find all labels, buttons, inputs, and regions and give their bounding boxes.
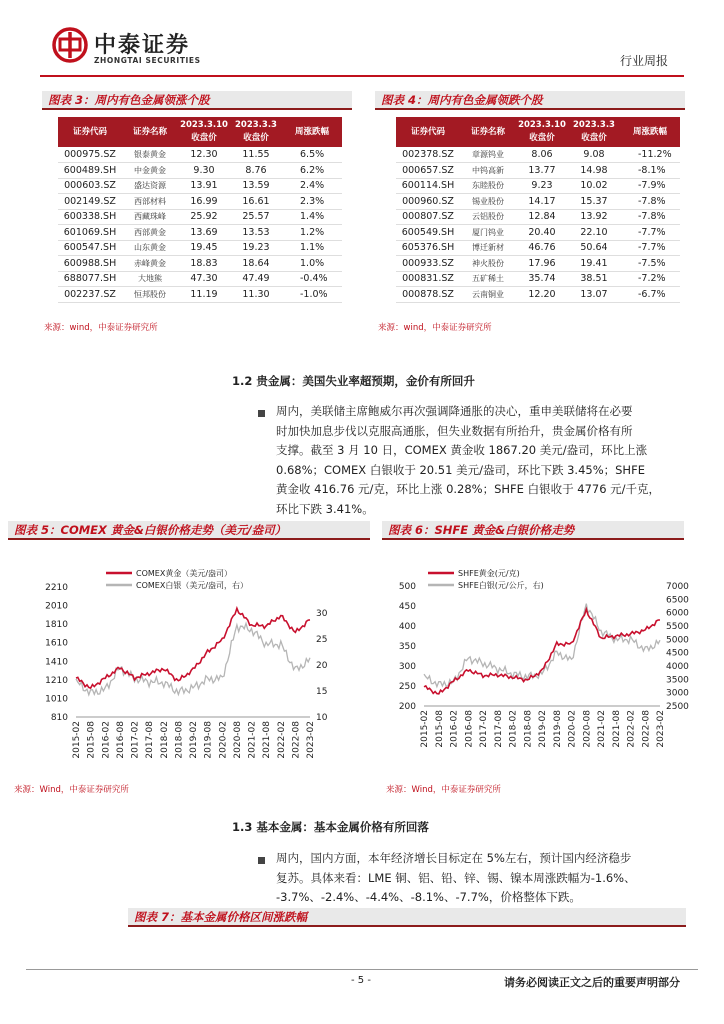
x-axis-tick-label: 2015-08 xyxy=(86,721,97,759)
x-axis-tick-label: 2020-02 xyxy=(218,721,229,759)
stock-code-cell: 605376.SH xyxy=(396,240,460,256)
table-row xyxy=(58,147,342,163)
close-price-cell: 12.84 xyxy=(516,209,568,225)
legend-label: SHFE白银(元/公斤，右) xyxy=(458,581,544,590)
left-axis-tick-label: 1810 xyxy=(45,620,68,631)
brand-logo xyxy=(52,27,201,65)
section-1-3-paragraph xyxy=(276,849,686,908)
stock-code-cell: 600114.SH xyxy=(396,178,460,194)
table-row xyxy=(396,225,680,241)
table-row xyxy=(396,240,680,256)
left-axis-tick-label: 810 xyxy=(50,713,68,723)
stock-name-cell: 五矿稀土 xyxy=(460,271,516,287)
legend-label: SHFE黄金(元/克) xyxy=(458,569,520,578)
x-axis-tick-label: 2015-02 xyxy=(420,710,430,748)
left-axis-tick-label: 1410 xyxy=(45,657,68,668)
prev-close-cell: 15.37 xyxy=(568,194,620,210)
prev-close-cell: 18.64 xyxy=(230,256,282,272)
close-price-cell: 13.91 xyxy=(178,178,230,194)
disclaimer-notice: 请务必阅读正文之后的重要声明部分 xyxy=(504,976,680,989)
silver-price-line xyxy=(76,623,310,694)
weekly-change-cell: -0.4% xyxy=(282,271,342,287)
close-price-cell: 35.74 xyxy=(516,271,568,287)
x-axis-tick-label: 2020-08 xyxy=(582,710,593,748)
prev-close-cell: 13.92 xyxy=(568,209,620,225)
fig7-title: 图表 7：基本金属价格区间涨跌幅 xyxy=(128,908,686,927)
gold-price-line xyxy=(424,609,660,694)
right-axis-tick-label: 25 xyxy=(316,635,328,645)
table-row xyxy=(58,271,342,287)
stock-name-cell: 厦门钨业 xyxy=(460,225,516,241)
x-axis-tick-label: 2015-08 xyxy=(434,710,445,748)
x-axis-tick-label: 2018-08 xyxy=(523,710,534,748)
close-price-cell: 12.30 xyxy=(178,147,230,163)
left-axis-tick-label: 2010 xyxy=(45,601,68,612)
weekly-change-cell: 1.4% xyxy=(282,209,342,225)
weekly-change-cell: 1.0% xyxy=(282,256,342,272)
x-axis-tick-label: 2019-02 xyxy=(189,721,199,759)
weekly-change-cell: 1.2% xyxy=(282,225,342,241)
prev-close-cell: 8.76 xyxy=(230,163,282,179)
prev-close-cell: 13.53 xyxy=(230,225,282,241)
report-type: 行业周报 xyxy=(619,54,668,68)
close-price-cell: 17.96 xyxy=(516,256,568,272)
left-axis-tick-label: 350 xyxy=(398,642,416,652)
header-divider xyxy=(40,75,684,77)
right-axis-tick-label: 4000 xyxy=(666,662,689,672)
page-number: - 5 - xyxy=(351,975,371,986)
x-axis-tick-label: 2018-02 xyxy=(508,710,519,748)
stock-code-cell: 000657.SZ xyxy=(396,163,460,179)
close-price-cell: 13.69 xyxy=(178,225,230,241)
legend-label: COMEX白银（美元/盎司，右） xyxy=(136,581,249,590)
right-axis-tick-label: 30 xyxy=(316,609,328,619)
table-row xyxy=(396,178,680,194)
x-axis-tick-label: 2019-08 xyxy=(203,721,214,759)
table-row xyxy=(396,147,680,163)
x-axis-tick-label: 2018-08 xyxy=(174,721,185,759)
column-header: 周涨跌幅 xyxy=(620,117,680,147)
x-axis-tick-label: 2019-02 xyxy=(538,710,548,748)
table-row xyxy=(58,287,342,303)
stock-code-cell: 600547.SH xyxy=(58,240,122,256)
right-axis-tick-label: 3500 xyxy=(666,675,689,686)
stock-code-cell: 002237.SZ xyxy=(58,287,122,303)
right-axis-tick-label: 20 xyxy=(316,661,328,671)
paragraph-line: -3.7%、-2.4%、-4.4%、-8.1%、-7.7%，价格整体下跌。 xyxy=(276,890,581,904)
table-row xyxy=(396,271,680,287)
fig5-title: 图表 5：COMEX 黄金&白银价格走势（美元/盎司） xyxy=(8,521,370,540)
prev-close-cell: 50.64 xyxy=(568,240,620,256)
table-row xyxy=(396,287,680,303)
x-axis-tick-label: 2022-02 xyxy=(626,710,637,748)
weekly-change-cell: -8.1% xyxy=(620,163,680,179)
stock-name-cell: 云南铜业 xyxy=(460,287,516,303)
prev-close-cell: 13.59 xyxy=(230,178,282,194)
column-header: 证券名称 xyxy=(460,117,516,147)
silver-price-line xyxy=(424,604,660,687)
paragraph-line: 0.68%；COMEX 白银收于 20.51 美元/盎司，环比下跌 3.45%；SHFE xyxy=(276,462,645,477)
fig4-table xyxy=(396,117,680,303)
x-axis-tick-label: 2017-02 xyxy=(130,721,141,759)
x-axis-tick-label: 2022-08 xyxy=(641,710,652,748)
weekly-change-cell: -7.2% xyxy=(620,271,680,287)
table-row xyxy=(58,209,342,225)
paragraph-line: 黄金收 416.76 元/克，环比上涨 0.28%；SHFE 白银收于 4776 元/千克， xyxy=(276,482,661,496)
fig3-table xyxy=(58,117,342,303)
stock-code-cell: 688077.SH xyxy=(58,271,122,287)
fig3-header-row xyxy=(58,117,342,147)
fig3-title: 图表 3：周内有色金属领涨个股 xyxy=(42,91,352,110)
gold-price-line xyxy=(76,608,310,688)
fig6-title: 图表 6：SHFE 黄金&白银价格走势 xyxy=(382,521,684,540)
table-row xyxy=(58,240,342,256)
stock-code-cell: 002378.SZ xyxy=(396,147,460,163)
x-axis-tick-label: 2021-02 xyxy=(247,721,258,759)
x-axis-tick-label: 2016-08 xyxy=(464,710,475,748)
right-axis-tick-label: 2500 xyxy=(666,702,689,712)
weekly-change-cell: -11.2% xyxy=(620,147,680,163)
close-price-cell: 14.17 xyxy=(516,194,568,210)
weekly-change-cell: -7.7% xyxy=(620,240,680,256)
section-1-2-paragraph xyxy=(276,402,686,519)
x-axis-tick-label: 2016-02 xyxy=(101,721,112,759)
column-header: 证券名称 xyxy=(122,117,178,147)
stock-name-cell: 大地熊 xyxy=(122,271,178,287)
stock-name-cell: 银泰黄金 xyxy=(122,147,178,163)
legend-label: COMEX黄金（美元/盎司） xyxy=(136,569,233,578)
bullet-marker xyxy=(258,857,265,864)
right-axis-tick-label: 7000 xyxy=(666,582,689,592)
stock-code-cell: 600988.SH xyxy=(58,256,122,272)
bullet-marker xyxy=(258,410,265,417)
x-axis-tick-label: 2017-08 xyxy=(145,721,156,759)
prev-close-cell: 38.51 xyxy=(568,271,620,287)
left-axis-tick-label: 1010 xyxy=(45,694,68,705)
weekly-change-cell: -7.9% xyxy=(620,178,680,194)
x-axis-tick-label: 2021-02 xyxy=(597,710,607,748)
stock-code-cell: 000960.SZ xyxy=(396,194,460,210)
column-header: 证券代码 xyxy=(396,117,460,147)
x-axis-tick-label: 2017-02 xyxy=(479,710,489,748)
right-axis-tick-label: 4500 xyxy=(666,648,689,659)
left-axis-tick-label: 1610 xyxy=(45,638,68,649)
stock-name-cell: 恒邦股份 xyxy=(122,287,178,303)
stock-name-cell: 博迁新材 xyxy=(460,240,516,256)
footer-divider xyxy=(26,969,698,970)
paragraph-line: 周内，国内方面，本年经济增长目标定在 5%左右，预计国内经济稳步 xyxy=(276,851,632,865)
weekly-change-cell: -7.7% xyxy=(620,225,680,241)
section-1-2-heading: 1.2 贵金属：美国失业率超预期，金价有所回升 xyxy=(232,374,475,388)
stock-code-cell: 000933.SZ xyxy=(396,256,460,272)
stock-code-cell: 000603.SZ xyxy=(58,178,122,194)
table-row xyxy=(396,209,680,225)
fig4-header-row xyxy=(396,117,680,147)
left-axis-tick-label: 300 xyxy=(398,662,416,672)
close-price-cell: 13.77 xyxy=(516,163,568,179)
prev-close-cell: 19.41 xyxy=(568,256,620,272)
weekly-change-cell: -7.5% xyxy=(620,256,680,272)
table-row xyxy=(58,194,342,210)
weekly-change-cell: 2.4% xyxy=(282,178,342,194)
right-axis-tick-label: 15 xyxy=(316,687,328,697)
table-row xyxy=(396,163,680,179)
x-axis-tick-label: 2020-02 xyxy=(567,710,578,748)
table-row xyxy=(58,178,342,194)
zhongtai-logo-icon xyxy=(52,27,88,63)
weekly-change-cell: -7.8% xyxy=(620,209,680,225)
stock-name-cell: 赤峰黄金 xyxy=(122,256,178,272)
close-price-cell: 46.76 xyxy=(516,240,568,256)
brand-name-cn: 中泰证券 xyxy=(94,33,191,58)
fig3-source: 来源：wind，中泰证券研究所 xyxy=(44,323,158,333)
left-axis-tick-label: 250 xyxy=(398,682,416,692)
table-row xyxy=(396,256,680,272)
stock-name-cell: 中金黄金 xyxy=(122,163,178,179)
close-price-cell: 16.99 xyxy=(178,194,230,210)
prev-close-cell: 25.57 xyxy=(230,209,282,225)
x-axis-tick-label: 2021-08 xyxy=(611,710,622,748)
stock-name-cell: 神火股份 xyxy=(460,256,516,272)
close-price-cell: 11.19 xyxy=(178,287,230,303)
column-header: 2023.3.3收盘价 xyxy=(230,117,282,147)
table-row xyxy=(58,225,342,241)
stock-name-cell: 锡业股份 xyxy=(460,194,516,210)
stock-name-cell: 云铝股份 xyxy=(460,209,516,225)
prev-close-cell: 14.98 xyxy=(568,163,620,179)
paragraph-line: 环比下跌 3.41%。 xyxy=(276,501,374,516)
prev-close-cell: 19.23 xyxy=(230,240,282,256)
x-axis-tick-label: 2023-02 xyxy=(306,721,316,759)
column-header: 2023.3.10收盘价 xyxy=(516,117,568,147)
stock-code-cell: 601069.SH xyxy=(58,225,122,241)
right-axis-tick-label: 3000 xyxy=(666,688,689,699)
paragraph-line: 支撑。截至 3 月 10 日，COMEX 黄金收 1867.20 美元/盎司，环比上涨 xyxy=(276,443,648,457)
x-axis-tick-label: 2019-08 xyxy=(552,710,563,748)
right-axis-tick-label: 5500 xyxy=(666,622,689,632)
stock-code-cell: 600489.SH xyxy=(58,163,122,179)
paragraph-line: 时加快加息步伐以克服高通胀，但失业数据有所抬升，贵金属价格有所 xyxy=(276,423,633,438)
close-price-cell: 20.40 xyxy=(516,225,568,241)
close-price-cell: 12.20 xyxy=(516,287,568,303)
column-header: 2023.3.10收盘价 xyxy=(178,117,230,147)
fig4-source: 来源：wind，中泰证券研究所 xyxy=(378,323,492,333)
stock-name-cell: 盛达资源 xyxy=(122,178,178,194)
x-axis-tick-label: 2018-02 xyxy=(159,721,170,759)
left-axis-tick-label: 200 xyxy=(398,702,416,712)
prev-close-cell: 47.49 xyxy=(230,271,282,287)
comex-gold-silver-chart xyxy=(0,560,360,770)
stock-name-cell: 中钨高新 xyxy=(460,163,516,179)
fig5-source: 来源：Wind，中泰证券研究所 xyxy=(14,785,129,795)
table-row xyxy=(396,194,680,210)
stock-code-cell: 600549.SH xyxy=(396,225,460,241)
weekly-change-cell: 2.3% xyxy=(282,194,342,210)
close-price-cell: 9.23 xyxy=(516,178,568,194)
table-row xyxy=(58,163,342,179)
close-price-cell: 8.06 xyxy=(516,147,568,163)
left-axis-tick-label: 500 xyxy=(398,582,416,592)
paragraph-line: 周内，美联储主席鲍威尔再次强调降通胀的决心，重申美联储将在必要 xyxy=(276,404,633,418)
x-axis-tick-label: 2017-08 xyxy=(493,710,504,748)
stock-name-cell: 西藏珠峰 xyxy=(122,209,178,225)
x-axis-tick-label: 2020-08 xyxy=(232,721,243,759)
x-axis-tick-label: 2016-02 xyxy=(449,710,460,748)
column-header: 证券代码 xyxy=(58,117,122,147)
x-axis-tick-label: 2015-02 xyxy=(72,721,82,759)
x-axis-tick-label: 2022-02 xyxy=(276,721,287,759)
right-axis-tick-label: 10 xyxy=(316,713,328,723)
close-price-cell: 9.30 xyxy=(178,163,230,179)
weekly-change-cell: 6.5% xyxy=(282,147,342,163)
right-axis-tick-label: 6000 xyxy=(666,608,689,619)
close-price-cell: 47.30 xyxy=(178,271,230,287)
right-axis-tick-label: 5000 xyxy=(666,635,689,646)
stock-code-cell: 002149.SZ xyxy=(58,194,122,210)
close-price-cell: 25.92 xyxy=(178,209,230,225)
close-price-cell: 18.83 xyxy=(178,256,230,272)
fig4-title: 图表 4：周内有色金属领跌个股 xyxy=(375,91,685,110)
weekly-change-cell: -7.8% xyxy=(620,194,680,210)
stock-name-cell: 西部黄金 xyxy=(122,225,178,241)
weekly-change-cell: -6.7% xyxy=(620,287,680,303)
prev-close-cell: 13.07 xyxy=(568,287,620,303)
stock-code-cell: 000831.SZ xyxy=(396,271,460,287)
x-axis-tick-label: 2022-08 xyxy=(291,721,302,759)
fig6-source: 来源：Wind，中泰证券研究所 xyxy=(386,785,501,795)
stock-name-cell: 山东黄金 xyxy=(122,240,178,256)
shfe-gold-silver-chart xyxy=(372,560,702,770)
x-axis-tick-label: 2016-08 xyxy=(115,721,126,759)
left-axis-tick-label: 400 xyxy=(398,622,416,632)
weekly-change-cell: 1.1% xyxy=(282,240,342,256)
stock-code-cell: 000878.SZ xyxy=(396,287,460,303)
paragraph-line: 复苏。具体来看：LME 铜、铝、铅、锌、锡、镍本周涨跌幅为-1.6%、 xyxy=(276,870,636,885)
stock-name-cell: 东睦股份 xyxy=(460,178,516,194)
left-axis-tick-label: 450 xyxy=(398,602,416,612)
weekly-change-cell: 6.2% xyxy=(282,163,342,179)
stock-code-cell: 000807.SZ xyxy=(396,209,460,225)
close-price-cell: 19.45 xyxy=(178,240,230,256)
section-1-3-heading: 1.3 基本金属：基本金属价格有所回落 xyxy=(232,820,429,834)
column-header: 2023.3.3收盘价 xyxy=(568,117,620,147)
prev-close-cell: 9.08 xyxy=(568,147,620,163)
stock-name-cell: 章源钨业 xyxy=(460,147,516,163)
left-axis-tick-label: 2210 xyxy=(45,583,68,593)
right-axis-tick-label: 6500 xyxy=(666,595,689,606)
table-row xyxy=(58,256,342,272)
brand-name-en: ZHONGTAI SECURITIES xyxy=(94,56,201,65)
stock-code-cell: 600338.SH xyxy=(58,209,122,225)
prev-close-cell: 11.55 xyxy=(230,147,282,163)
left-axis-tick-label: 1210 xyxy=(45,675,68,686)
x-axis-tick-label: 2021-08 xyxy=(262,721,273,759)
prev-close-cell: 16.61 xyxy=(230,194,282,210)
weekly-change-cell: -1.0% xyxy=(282,287,342,303)
prev-close-cell: 11.30 xyxy=(230,287,282,303)
prev-close-cell: 10.02 xyxy=(568,178,620,194)
stock-code-cell: 000975.SZ xyxy=(58,147,122,163)
x-axis-tick-label: 2023-02 xyxy=(656,710,666,748)
prev-close-cell: 22.10 xyxy=(568,225,620,241)
column-header: 周涨跌幅 xyxy=(282,117,342,147)
stock-name-cell: 西部材料 xyxy=(122,194,178,210)
